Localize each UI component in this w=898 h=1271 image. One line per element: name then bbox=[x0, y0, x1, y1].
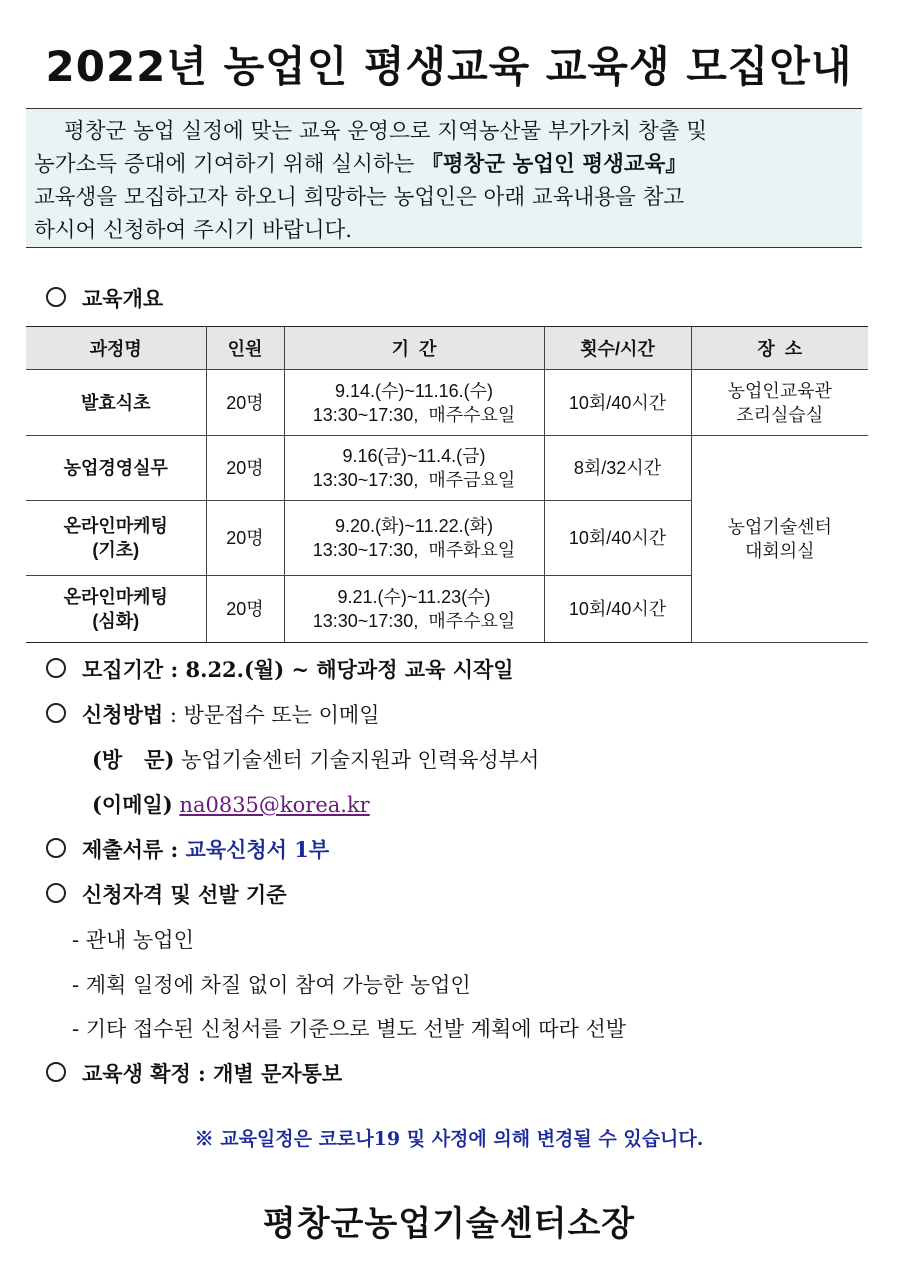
period-time: 13:30~17:30, 매주수요일 bbox=[312, 611, 516, 631]
header-place: 장 소 bbox=[691, 327, 868, 370]
visit-location: 농업기술센터 기술지원과 인력육성부서 bbox=[174, 748, 540, 772]
place-line-2: 대회의실 bbox=[744, 541, 815, 561]
course-people: 20명 bbox=[206, 370, 284, 436]
place-line-1: 농업기술센터 bbox=[727, 517, 832, 537]
intro-line-4: 하시어 신청하여 주시기 바랍니다. bbox=[34, 218, 353, 243]
visit-label: (방 문) bbox=[92, 747, 175, 772]
header-count: 횟수/시간 bbox=[544, 327, 691, 370]
intro-line-3: 교육생을 모집하고자 하오니 희망하는 농업인은 아래 교육내용을 참고 bbox=[34, 185, 685, 210]
circle-bullet-icon bbox=[46, 658, 66, 678]
circle-bullet-icon bbox=[46, 838, 66, 858]
apply-email bbox=[92, 789, 370, 819]
circle-bullet-icon bbox=[46, 703, 66, 723]
recruit-period: 모집기간 : 8.22.(월) ~ 해당과정 교육 시작일 bbox=[82, 657, 514, 682]
circle-bullet-icon bbox=[46, 287, 66, 307]
eligibility-item: - 계획 일정에 차질 없이 참여 가능한 농업인 bbox=[72, 973, 471, 997]
course-name bbox=[26, 576, 206, 643]
confirm-label: 교육생 확정 : 개별 문자통보 bbox=[82, 1061, 343, 1086]
period-dates: 9.14.(수)~11.16.(수) bbox=[334, 380, 493, 401]
place-line-1: 농업인교육관 bbox=[727, 380, 832, 401]
table-header-row bbox=[26, 327, 868, 370]
eligibility-label: 신청자격 및 선발 기준 bbox=[82, 882, 287, 907]
period-dates: 9.21.(수)~11.23(수) bbox=[337, 587, 491, 607]
place-line-2: 조리실습실 bbox=[736, 404, 824, 425]
period-time: 13:30~17:30, 매주화요일 bbox=[312, 540, 516, 560]
apply-label: 신청방법 bbox=[82, 702, 164, 727]
page-title: 2022년 농업인 평생교육 교육생 모집안내 bbox=[45, 42, 853, 91]
section-recruit bbox=[46, 654, 514, 684]
course-people: 20명 bbox=[206, 501, 284, 576]
schedule-table bbox=[26, 326, 868, 643]
course-people: 20명 bbox=[206, 436, 284, 501]
course-period bbox=[284, 370, 544, 436]
course-name-line-2: (기초) bbox=[92, 540, 140, 560]
docs-label: 제출서류 : bbox=[82, 837, 186, 862]
header-period: 기 간 bbox=[284, 327, 544, 370]
course-period bbox=[284, 501, 544, 576]
section-docs bbox=[46, 834, 329, 864]
signature: 평창군농업기술센터소장 bbox=[262, 1204, 636, 1244]
eligibility-item: - 기타 접수된 신청서를 기준으로 별도 선발 계획에 따라 선발 bbox=[72, 1017, 627, 1041]
course-name: 발효식초 bbox=[26, 370, 206, 436]
intro-line-1: 평창군 농업 실정에 맞는 교육 운영으로 지역농산물 부가가치 창출 및 bbox=[64, 119, 708, 144]
section-eligibility bbox=[46, 879, 287, 909]
course-people: 20명 bbox=[206, 576, 284, 643]
course-name-line-1: 온라인마케팅 bbox=[63, 587, 168, 607]
apply-visit bbox=[92, 744, 539, 774]
course-count: 10회/40시간 bbox=[544, 501, 691, 576]
docs-value: 교육신청서 1부 bbox=[185, 837, 330, 862]
schedule-change-notice: ※ 교육일정은 코로나19 및 사정에 의해 변경될 수 있습니다. bbox=[194, 1128, 704, 1150]
course-name: 농업경영실무 bbox=[26, 436, 206, 501]
intro-line-2 bbox=[34, 148, 854, 181]
course-count: 10회/40시간 bbox=[544, 370, 691, 436]
email-link[interactable]: na0835@korea.kr bbox=[179, 793, 370, 817]
period-time: 13:30~17:30, 매주수요일 bbox=[312, 404, 516, 425]
course-period bbox=[284, 436, 544, 501]
section-overview bbox=[46, 283, 163, 313]
course-place bbox=[691, 436, 868, 643]
table-row bbox=[26, 370, 868, 436]
table-row bbox=[26, 436, 868, 501]
intro-line-2-text: 농가소득 증대에 기여하기 위해 실시하는 bbox=[34, 152, 422, 177]
program-name: 『평창군 농업인 평생교육』 bbox=[421, 152, 687, 177]
circle-bullet-icon bbox=[46, 1062, 66, 1082]
course-count: 10회/40시간 bbox=[544, 576, 691, 643]
period-time: 13:30~17:30, 매주금요일 bbox=[312, 470, 516, 490]
apply-method: : 방문접수 또는 이메일 bbox=[163, 703, 380, 727]
header-course: 과정명 bbox=[26, 327, 206, 370]
course-period bbox=[284, 576, 544, 643]
period-dates: 9.16(금)~11.4.(금) bbox=[342, 446, 486, 466]
course-name-line-2: (심화) bbox=[92, 611, 140, 631]
intro-box bbox=[26, 108, 862, 248]
email-label: (이메일) bbox=[92, 792, 173, 817]
section-apply bbox=[46, 699, 380, 729]
course-count: 8회/32시간 bbox=[544, 436, 691, 501]
period-dates: 9.20.(화)~11.22.(화) bbox=[334, 516, 493, 536]
section-overview-label: 교육개요 bbox=[82, 286, 164, 311]
circle-bullet-icon bbox=[46, 883, 66, 903]
course-name bbox=[26, 501, 206, 576]
header-people: 인원 bbox=[206, 327, 284, 370]
course-place bbox=[691, 370, 868, 436]
eligibility-item: - 관내 농업인 bbox=[72, 928, 194, 952]
course-name-line-1: 온라인마케팅 bbox=[63, 516, 168, 536]
section-confirm bbox=[46, 1058, 342, 1088]
